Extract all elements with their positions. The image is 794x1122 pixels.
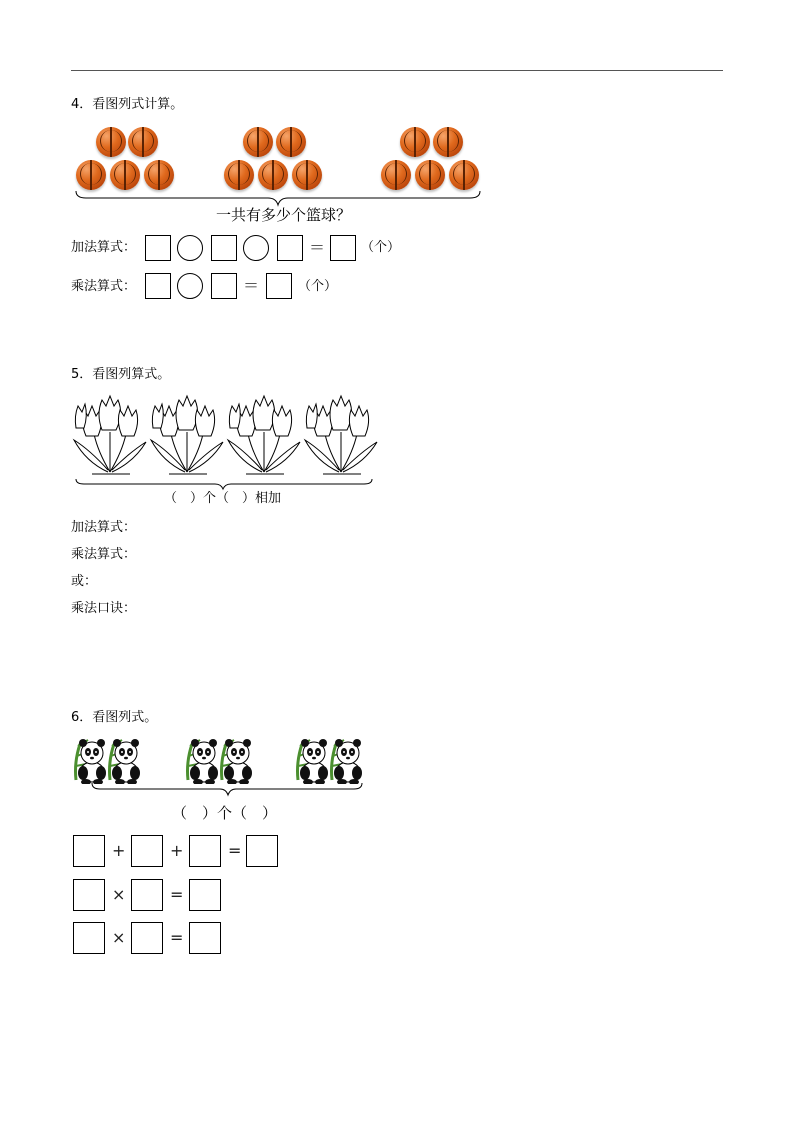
q6-title: 6．看图列式。 — [71, 710, 158, 725]
equals-sign: = — [170, 885, 184, 904]
answer-box[interactable] — [131, 922, 163, 954]
answer-box[interactable] — [189, 835, 221, 867]
basketball-icon — [243, 127, 273, 157]
answer-box[interactable] — [131, 879, 163, 911]
answer-box[interactable] — [73, 879, 105, 911]
q5-add-label: 加法算式： — [71, 520, 137, 535]
basketball-icon — [76, 160, 106, 190]
q4-add-label: 加法算式： — [71, 240, 137, 255]
equals-sign: ＝ — [243, 276, 260, 295]
answer-box[interactable] — [189, 922, 221, 954]
basketball-icon — [276, 127, 306, 157]
answer-box[interactable] — [73, 922, 105, 954]
basketball-icon — [292, 160, 322, 190]
basketball-icon — [144, 160, 174, 190]
operator-circle[interactable] — [177, 273, 203, 299]
q5-mul-label: 乘法算式： — [71, 547, 137, 562]
tulip-row — [72, 392, 378, 478]
answer-box[interactable] — [330, 235, 356, 261]
operator-circle[interactable] — [243, 235, 269, 261]
answer-box[interactable] — [73, 835, 105, 867]
unit-label: （个） — [361, 240, 401, 255]
answer-box[interactable] — [277, 235, 303, 261]
basketball-icon — [258, 160, 288, 190]
answer-box[interactable] — [211, 273, 237, 299]
basketball-icon — [128, 127, 158, 157]
equals-sign: = — [228, 841, 242, 860]
basketball-icon — [400, 127, 430, 157]
basketball-icon — [381, 160, 411, 190]
answer-box[interactable] — [189, 879, 221, 911]
equals-sign: = — [170, 928, 184, 947]
q4-caption: 一共有多少个篮球？ — [216, 206, 352, 224]
answer-box[interactable] — [145, 273, 171, 299]
plus-sign: + — [112, 841, 126, 860]
answer-box[interactable] — [266, 273, 292, 299]
q4-brace — [74, 189, 482, 207]
q5-brace — [74, 477, 376, 491]
times-sign: × — [112, 928, 126, 947]
basketball-icon — [224, 160, 254, 190]
q6-caption: （ ）个（ ） — [172, 804, 278, 822]
q4-title: 4．看图列式计算。 — [71, 97, 184, 112]
basketball-icon — [449, 160, 479, 190]
header-rule — [71, 70, 723, 71]
answer-box[interactable] — [131, 835, 163, 867]
q6-brace — [90, 781, 366, 797]
q4-mul-label: 乘法算式： — [71, 279, 137, 294]
q5-or-label: 或： — [71, 574, 98, 589]
answer-box[interactable] — [145, 235, 171, 261]
answer-box[interactable] — [211, 235, 237, 261]
basketball-icon — [415, 160, 445, 190]
answer-box[interactable] — [246, 835, 278, 867]
basketball-icon — [433, 127, 463, 157]
q5-caption: （ ）个（ ）相加 — [164, 491, 282, 506]
unit-label: （个） — [298, 279, 338, 294]
plus-sign: + — [170, 841, 184, 860]
basketball-icon — [96, 127, 126, 157]
panda-row — [72, 734, 372, 784]
basketball-icon — [110, 160, 140, 190]
equals-sign: ＝ — [309, 238, 326, 257]
operator-circle[interactable] — [177, 235, 203, 261]
q5-title: 5．看图列算式。 — [71, 367, 171, 382]
times-sign: × — [112, 885, 126, 904]
q5-rhyme-label: 乘法口诀： — [71, 601, 137, 616]
